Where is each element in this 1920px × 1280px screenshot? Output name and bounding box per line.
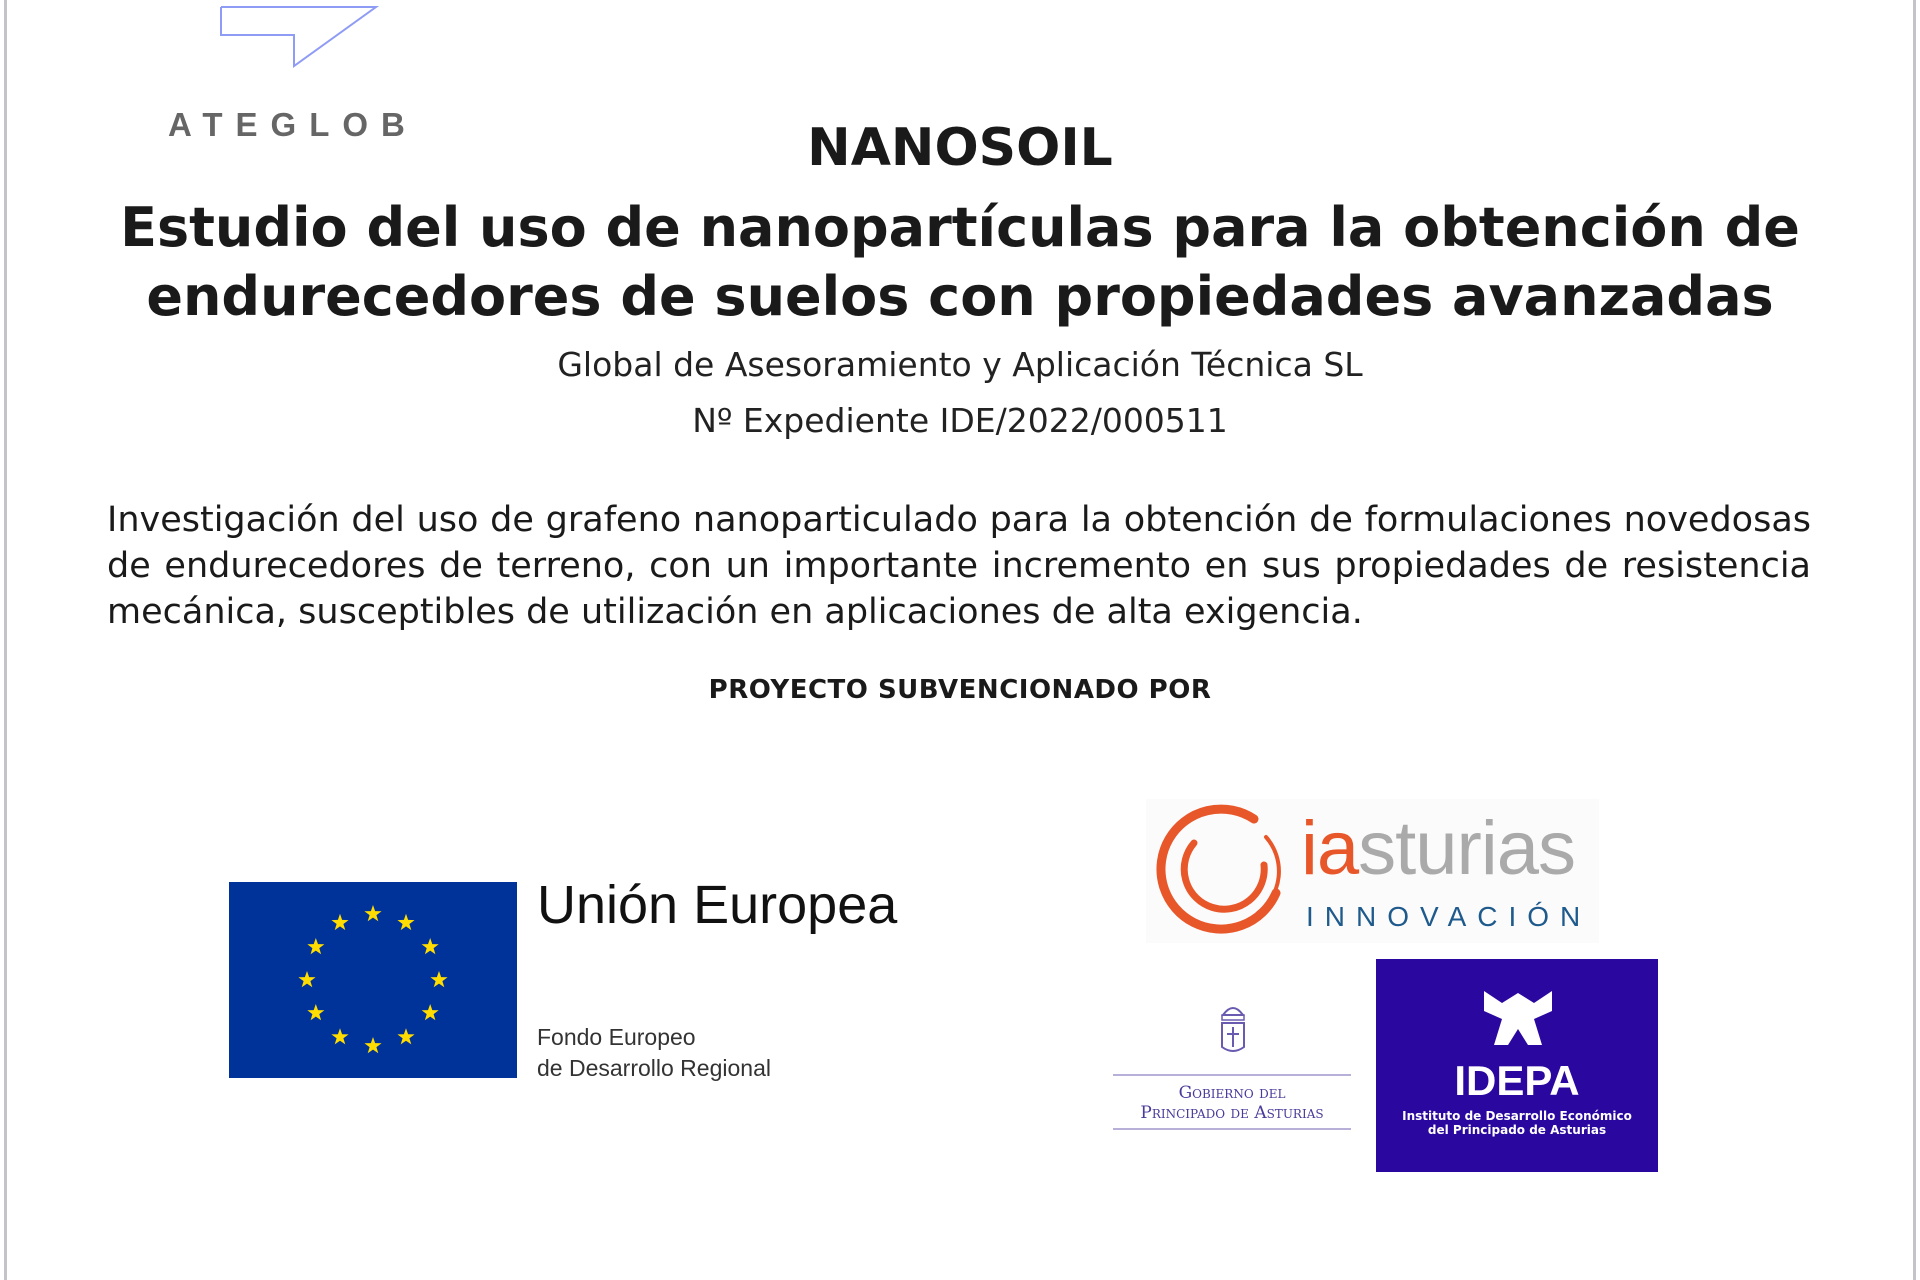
file-number: Nº Expediente IDE/2022/000511 — [692, 401, 1228, 440]
funded-by-heading: PROYECTO SUBVENCIONADO POR — [708, 675, 1212, 705]
eu-fund-line1: Fondo Europeo — [537, 1024, 696, 1050]
idepa-name: IDEPA — [1454, 1057, 1580, 1104]
ateglob-logo-icon — [218, 4, 380, 70]
iasturias-logo — [1146, 799, 1599, 943]
iasturias-brand-a: ia — [1301, 806, 1359, 891]
page-border-left — [4, 0, 7, 1280]
eu-flag-icon — [229, 882, 517, 1078]
idepa-logo — [1376, 959, 1658, 1172]
project-description: Investigación del uso de grafeno nanoparticulado para la obtención de formulaciones novedosas de endurecedores de terreno, con un importante incremento en sus propiedades de resistencia mecánica, susceptibles de utilización en aplicaciones de alta exigencia. — [107, 500, 1811, 632]
eu-star-icon — [331, 914, 348, 930]
eu-star-icon — [397, 1028, 414, 1044]
eu-star-icon — [364, 1037, 381, 1053]
eu-star-icon — [331, 1028, 348, 1044]
divider-bottom — [1113, 1128, 1351, 1130]
eu-star-icon — [298, 971, 315, 987]
eu-star-icon — [422, 938, 439, 954]
gobierno-line1: Gobierno del — [1178, 1083, 1286, 1103]
project-title-line2: endurecedores de suelos con propiedades avanzadas — [146, 265, 1774, 328]
eu-star-icon — [307, 1004, 324, 1020]
eu-star-icon — [307, 938, 324, 954]
eu-fund-line2: de Desarrollo Regional — [537, 1055, 771, 1081]
gobierno-asturias-logo — [1113, 999, 1351, 1133]
iasturias-brand-b: sturias — [1358, 806, 1575, 891]
gobierno-line2: Principado de Asturias — [1140, 1103, 1324, 1123]
coat-of-arms-icon — [1217, 1001, 1249, 1057]
eu-star-icon — [397, 914, 414, 930]
eu-star-icon — [364, 905, 381, 921]
iasturias-circle-icon — [1154, 803, 1290, 939]
idepa-emblem-icon — [1482, 989, 1554, 1047]
eu-star-icon — [422, 1004, 439, 1020]
eu-title: Unión Europea — [537, 875, 898, 935]
project-code: NANOSOIL — [807, 118, 1113, 178]
idepa-full-line1: Instituto de Desarrollo Económico — [1402, 1109, 1632, 1123]
ateglob-logo-text: ATEGLOB — [168, 106, 418, 143]
eu-star-icon — [430, 971, 447, 987]
iasturias-tagline: INNOVACIÓN — [1306, 901, 1592, 932]
project-title-line1: Estudio del uso de nanopartículas para la obtención de — [120, 196, 1800, 259]
page-border-right — [1913, 0, 1916, 1280]
divider-top — [1113, 1074, 1351, 1076]
idepa-full-line2: del Principado de Asturias — [1427, 1123, 1607, 1137]
company-name: Global de Asesoramiento y Aplicación Técnica SL — [557, 345, 1363, 384]
